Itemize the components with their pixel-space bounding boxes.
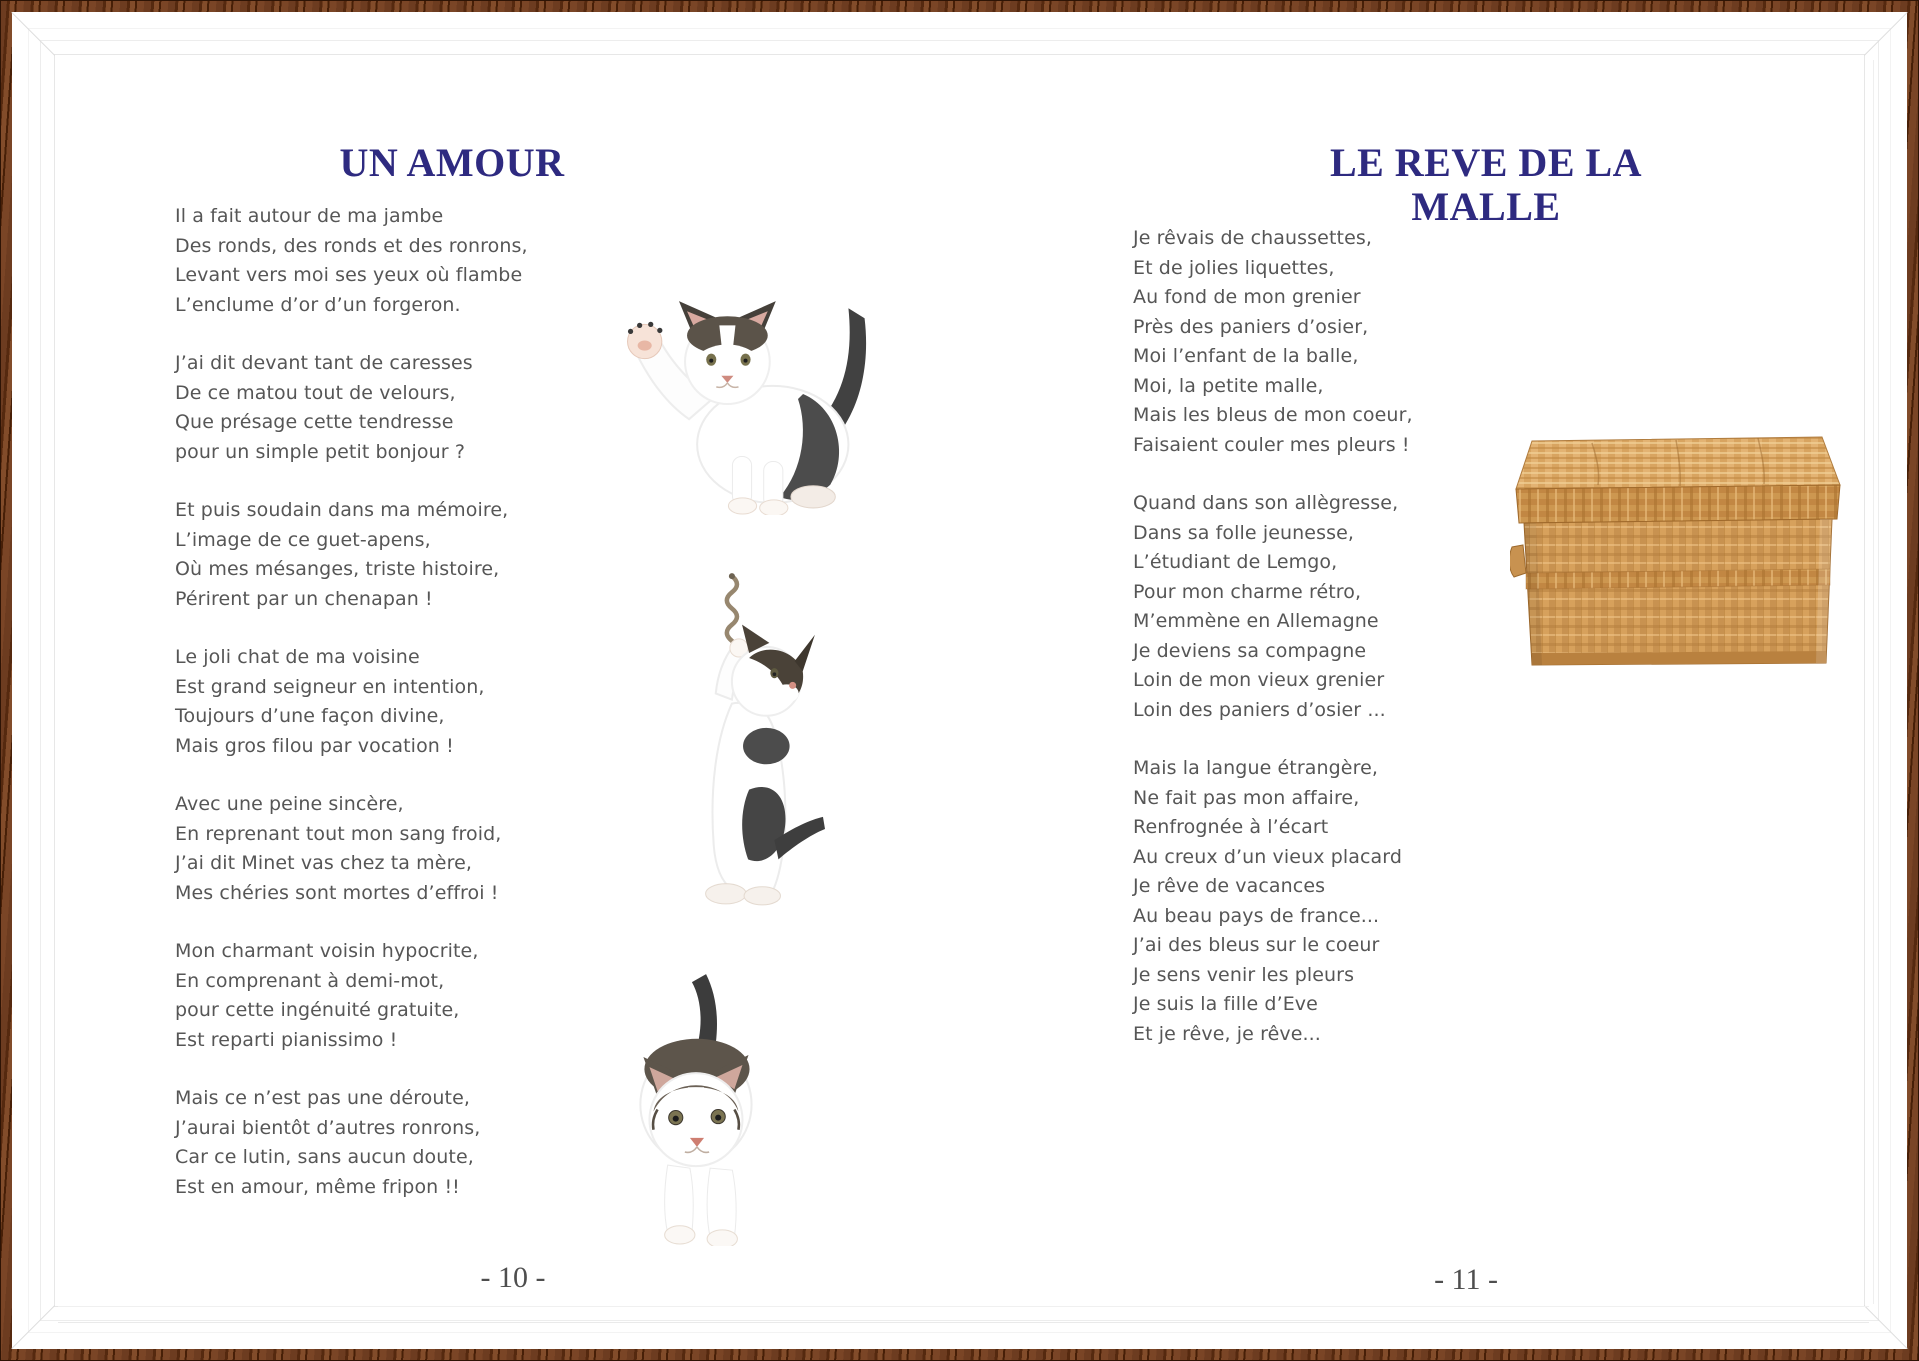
stanza [175, 1084, 535, 1202]
stanza [175, 643, 535, 761]
poem-line: J’ai dit Minet vas chez ta mère, [175, 852, 472, 874]
poem-line: Loin des paniers d’osier ... [1133, 698, 1386, 721]
poem-line: L’image de ce guet-apens, [175, 528, 431, 551]
left-page-number: - 10 - [480, 1261, 546, 1294]
poem-line: Moi l’enfant de la balle, [1133, 345, 1359, 367]
poem-line: Il a fait autour de ma jambe [175, 205, 444, 227]
left-poem-body [175, 202, 535, 1231]
poem-line: Ne fait pas mon affaire, [1133, 786, 1360, 809]
poem-line: Où mes mésanges, triste histoire, [175, 558, 500, 580]
poem-line: Périrent par un chenapan ! [175, 587, 433, 610]
stanza [175, 937, 535, 1055]
poem-line: Je rêvais de chaussettes, [1133, 227, 1372, 249]
poem-line: En reprenant tout mon sang froid, [175, 822, 502, 845]
kitten-walking-image [633, 968, 765, 1246]
poem-line: Est reparti pianissimo ! [175, 1028, 398, 1051]
poem-line: Moi, la petite malle, [1133, 374, 1324, 397]
poem-line: Levant vers moi ses yeux où flambe [175, 264, 523, 286]
poem-line: Et puis soudain dans ma mémoire, [175, 499, 509, 521]
poem-line: Mes chéries sont mortes d’effroi ! [175, 881, 499, 904]
poem-line: Mon charmant voisin hypocrite, [175, 940, 479, 962]
poem-line: Faisaient couler mes pleurs ! [1133, 433, 1410, 456]
poem-line: Est grand seigneur en intention, [175, 675, 485, 698]
page-stack-edge [58, 1322, 1869, 1323]
poem-line: J’ai des bleus sur le coeur [1133, 934, 1380, 956]
stanza [175, 202, 535, 320]
poem-line: Des ronds, des ronds et des ronrons, [175, 234, 528, 257]
poem-line: Mais la langue étrangère, [1133, 757, 1379, 779]
poem-line: L’étudiant de Lemgo, [1133, 551, 1338, 573]
poem-line: pour un simple petit bonjour ? [175, 440, 466, 463]
poem-line: De ce matou tout de velours, [175, 381, 456, 404]
poem-line: Renfrognée à l’écart [1133, 816, 1329, 838]
poem-line: Toujours d’une façon divine, [175, 705, 445, 727]
poem-line: Loin de mon vieux grenier [1133, 669, 1385, 691]
poem-line: Et je rêve, je rêve... [1133, 1022, 1321, 1045]
kitten-reaching-toy-image [653, 572, 825, 906]
poem-line: Quand dans son allègresse, [1133, 492, 1399, 514]
page-stack-edge [58, 1306, 1869, 1307]
poem-line: M’emmène en Allemagne [1133, 610, 1379, 632]
stanza [175, 790, 535, 908]
page-right-edge [1873, 60, 1874, 1304]
kitten-raised-paw-image [606, 283, 874, 515]
poem-line: Et de jolies liquettes, [1133, 256, 1335, 279]
poem-line: Je sens venir les pleurs [1133, 963, 1355, 986]
poem-line: Car ce lutin, sans aucun doute, [175, 1146, 474, 1168]
stanza [175, 496, 535, 614]
left-poem-title: UN AMOUR [339, 140, 565, 185]
poem-line: Au creux d’un vieux placard [1133, 845, 1403, 868]
poem-line: Que présage cette tendresse [175, 411, 454, 433]
poem-line: Dans sa folle jeunesse, [1133, 521, 1355, 544]
poem-line: Près des paniers d’osier, [1133, 315, 1369, 338]
poem-line: L’enclume d’or d’un forgeron. [175, 293, 461, 316]
right-poem-title: LE REVE DE LA MALLE [1329, 140, 1643, 229]
wicker-trunk-image [1510, 427, 1844, 675]
poem-line: Au beau pays de france... [1133, 904, 1380, 927]
poem-line: J’ai dit devant tant de caresses [175, 352, 473, 374]
poem-line: Le joli chat de ma voisine [175, 646, 420, 668]
stanza [1133, 224, 1473, 460]
poem-line: J’aurai bientôt d’autres ronrons, [175, 1116, 481, 1139]
poem-line: Je suis la fille d’Eve [1133, 993, 1318, 1015]
stanza [1133, 754, 1473, 1049]
poem-line: Mais gros filou par vocation ! [175, 734, 454, 757]
stanza [1133, 489, 1473, 725]
poem-line: Pour mon charme rétro, [1133, 580, 1362, 603]
poem-line: Au fond de mon grenier [1133, 286, 1361, 308]
poem-line: Je deviens sa compagne [1133, 639, 1367, 662]
poem-line: Je rêve de vacances [1133, 875, 1326, 897]
stanza [175, 349, 535, 467]
poem-line: Mais les bleus de mon coeur, [1133, 404, 1413, 426]
poem-line: Est en amour, même fripon !! [175, 1175, 460, 1198]
poem-line: Avec une peine sincère, [175, 793, 404, 815]
poem-line: pour cette ingénuité gratuite, [175, 999, 460, 1021]
poem-line: Mais ce n’est pas une déroute, [175, 1087, 471, 1109]
poem-line: En comprenant à demi-mot, [175, 969, 445, 992]
right-poem-body [1133, 224, 1473, 1078]
right-page-number: - 11 - [1434, 1263, 1498, 1296]
